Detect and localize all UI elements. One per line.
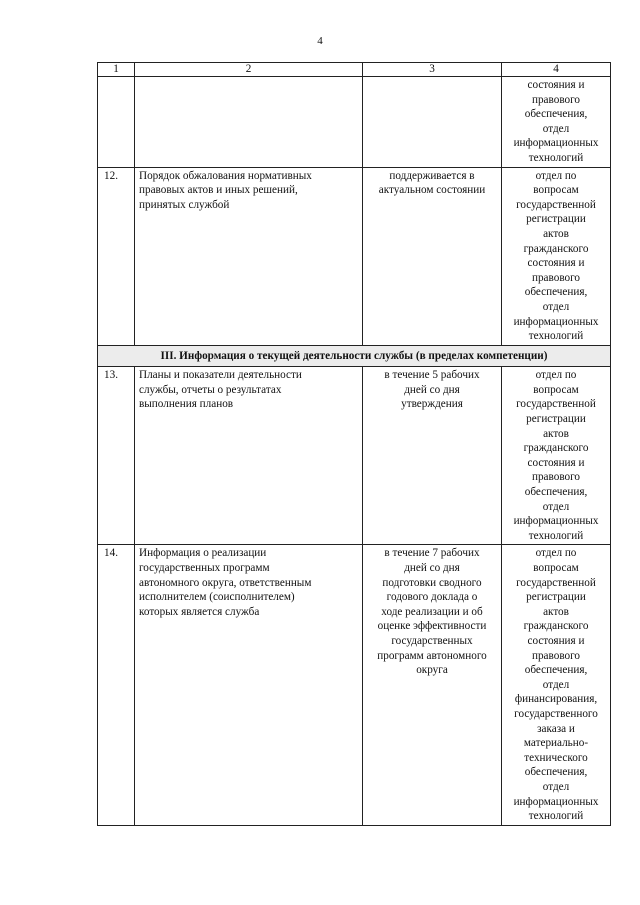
header-cell-2: 2: [135, 63, 363, 77]
text-line: дней со дня: [404, 383, 460, 396]
text-line: вопросам: [533, 184, 579, 197]
text-line: гражданского: [523, 442, 589, 455]
text-line: обеспечения,: [524, 664, 588, 677]
row-responsible-cell: [502, 77, 611, 168]
text-line: информационных: [513, 315, 599, 328]
information-table: [97, 62, 611, 826]
text-line: Информация о реализации: [139, 547, 267, 560]
table-row-12: [98, 167, 611, 345]
text-line: поддерживается в: [389, 169, 475, 182]
row-term: [363, 545, 502, 825]
row-term-cell: [363, 77, 502, 168]
text-line: государственных: [391, 634, 473, 647]
text-line: отдел по: [535, 369, 577, 382]
text-line: оценке эффективности: [377, 620, 487, 633]
row-number-cell: [98, 77, 135, 168]
row-term: [363, 167, 502, 345]
text-line: в течение 5 рабочих: [384, 369, 480, 382]
text-line: отдел по: [535, 169, 577, 182]
text-line: актов: [543, 427, 569, 440]
text-line: гражданского: [523, 620, 589, 633]
text-line: регистрации: [526, 413, 586, 426]
text-line: правового: [531, 649, 581, 662]
text-line: подготовки сводного: [382, 576, 482, 589]
text-line: финансирования,: [514, 693, 598, 706]
text-line: дней со дня: [404, 562, 460, 574]
text-line: отдел: [542, 678, 570, 691]
text-line: состояния и: [527, 456, 585, 469]
text-line: технологий: [528, 330, 584, 343]
table-row-continuation: [98, 77, 611, 168]
section-heading: III. Информация о текущей деятельности службы (в пределах компетенции): [98, 345, 611, 367]
text-line: службы, отчеты о результатах: [139, 383, 282, 396]
text-line: отдел: [542, 122, 570, 135]
text-line: материально-: [523, 737, 589, 750]
text-line: обеспечения,: [524, 766, 588, 779]
row-term: [363, 367, 502, 545]
text-line: информационных: [513, 515, 599, 528]
text-line: состояния и: [527, 634, 585, 647]
table-row-13: [98, 367, 611, 545]
table-row-14: [98, 545, 611, 825]
text-line: правового: [531, 93, 581, 106]
text-line: автономного округа, ответственным: [139, 576, 312, 589]
text-line: отдел по: [535, 547, 577, 560]
row-title: [135, 545, 363, 825]
text-line: технологий: [528, 810, 584, 823]
row-title-cell: [135, 77, 363, 168]
text-line: отдел: [542, 780, 570, 793]
text-line: Планы и показатели деятельности: [139, 369, 302, 382]
row-title: [135, 167, 363, 345]
row-number: 13.: [98, 367, 135, 545]
text-line: информационных: [513, 137, 599, 150]
text-line: принятых службой: [139, 198, 230, 211]
text-line: государственной: [516, 576, 596, 589]
row-number: 14.: [98, 545, 135, 825]
header-cell-4: 4: [502, 63, 611, 77]
text-line: регистрации: [526, 591, 586, 604]
text-line: вопросам: [533, 562, 579, 574]
text-line: Порядок обжалования нормативных: [139, 169, 312, 182]
text-line: выполнения планов: [139, 398, 234, 411]
text-line: государственной: [516, 198, 596, 211]
section-heading-row: [98, 345, 611, 367]
text-line: вопросам: [533, 383, 579, 396]
row-title: [135, 367, 363, 545]
text-line: правовых актов и иных решений,: [139, 184, 298, 197]
text-line: гражданского: [523, 242, 589, 255]
row-number: 12.: [98, 167, 135, 345]
text-line: отдел: [542, 500, 570, 513]
text-line: отдел: [542, 300, 570, 313]
text-line: обеспечения,: [524, 286, 588, 299]
text-line: состояния и: [527, 79, 585, 91]
text-line: годового доклада о: [386, 591, 478, 604]
text-line: технического: [524, 751, 588, 764]
text-line: ходе реализации и об: [381, 605, 483, 618]
text-line: актов: [543, 227, 569, 240]
text-line: правового: [531, 471, 581, 484]
row-responsible: [502, 167, 611, 345]
text-line: актуальном состоянии: [378, 184, 486, 197]
header-cell-3: 3: [363, 63, 502, 77]
text-line: государственной: [516, 398, 596, 411]
text-line: регистрации: [526, 213, 586, 226]
text-line: утверждения: [401, 398, 463, 411]
text-line: информационных: [513, 795, 599, 808]
text-line: государственных программ: [139, 562, 270, 574]
text-line: которых является служба: [139, 605, 260, 618]
text-line: правового: [531, 271, 581, 284]
text-line: технологий: [528, 529, 584, 542]
text-line: округа: [416, 664, 448, 677]
text-line: состояния и: [527, 257, 585, 270]
text-line: актов: [543, 605, 569, 618]
row-responsible: [502, 367, 611, 545]
text-line: технологий: [528, 151, 584, 164]
text-line: заказа и: [537, 722, 575, 735]
text-line: обеспечения,: [524, 486, 588, 499]
text-line: обеспечения,: [524, 108, 588, 121]
text-line: в течение 7 рабочих: [384, 547, 480, 560]
page-number: 4: [317, 35, 323, 47]
table-header-row: [98, 63, 611, 77]
row-responsible: [502, 545, 611, 825]
header-cell-1: 1: [98, 63, 135, 77]
text-line: исполнителем (соисполнителем): [139, 591, 295, 604]
text-line: программ автономного: [377, 649, 487, 662]
text-line: государственного: [514, 707, 598, 720]
